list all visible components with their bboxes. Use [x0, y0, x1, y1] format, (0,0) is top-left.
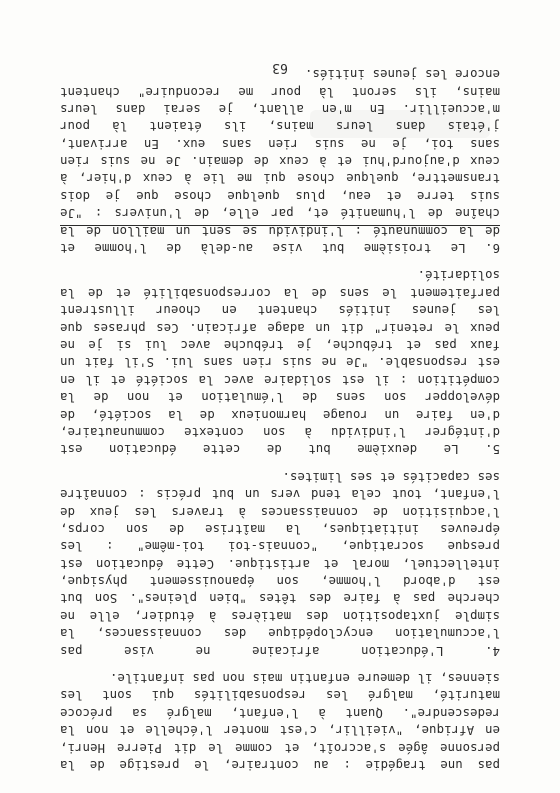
text-line: presque socratique, "connais-toi toi-même" : les [60, 539, 500, 554]
text-line: l'enfant, tout cela tend vers un but précis : connaître [60, 487, 500, 502]
text-line: simple juxtaposition des matières à étudier, elle ne [60, 608, 500, 623]
text-line: m'accueillir. En m'en allant, je serai dans leurs [60, 101, 500, 116]
text-line: compétition : il est solidaire avec la société et il en [60, 372, 500, 387]
body-text [60, 65, 500, 773]
text-line: suis terre et eau, plus quelque chose que je dois [60, 188, 500, 203]
text-line: est d'abord l'homme, son épanouissement physique, [60, 574, 500, 589]
text-line: l'accumulation encyclopédique des connaissances, la [60, 626, 500, 641]
text-line: solidarité. [417, 268, 500, 283]
text-line: de la communauté : l'individu se sent un maillon de la [60, 223, 500, 238]
text-line: en Afrique, "vieillir, c'est monter l'échelle et non la [60, 723, 500, 738]
text-line: encore les jeunes initiés. [304, 67, 500, 82]
text-line: ses capacités et ses limites. [282, 469, 500, 484]
paragraph-4 [60, 467, 500, 658]
text-line: parfaitement le sens de la corresponsabilité et de la [60, 285, 500, 300]
paragraph-5 [60, 266, 500, 457]
text-line: 6. Le troisième but vise au-delà de l'homme et [60, 241, 500, 256]
text-line: sans toi, je ne suis rien sans eux. En arrivant, [60, 136, 500, 151]
text-line: peux le retenir" dit un adage africain. Ces phrases que [60, 320, 500, 335]
text-line: pas une tragédie : au contraire, le prestige de la [60, 758, 500, 772]
text-line: est responsable. "Je ne suis rien sans lui. S'il fait un [60, 355, 500, 370]
intro-paragraph [60, 669, 500, 773]
text-line: 4. L'éducation africaine ne vise pas [60, 643, 500, 658]
text-line: intellectuel, moral et artistique. Cette éducation est [60, 556, 500, 571]
text-line: d'intégrer l'individu à son contexte communautaire, [60, 424, 500, 439]
page-number: 63 [272, 60, 288, 75]
text-line: d'en faire un rouage harmonieux de la société, de [60, 407, 500, 422]
text-line: 5. Le deuxième but de cette éducation est [60, 442, 500, 457]
text-line: maturité, malgré les responsabilités qui sont les [60, 688, 500, 703]
text-line: j'étais dans leurs mains, ils étaient là pour [60, 119, 500, 134]
text-line: les jeunes initiés chantent en choeur illustrent [60, 303, 500, 318]
text-line: ceux d'aujourd'hui et à ceux de demain. Je ne suis rien [60, 154, 500, 169]
text-line: l'acquisition de connaissances à travers les jeux de [60, 504, 500, 519]
text-line: mains, ils seront là pour me reconduire" chantent [60, 84, 500, 99]
text-line: transmettre, quelque chose qui me lie à ceux d'hier, à [60, 171, 500, 186]
text-line: faux pas et trébuche, je trébuche avec lui si je ne [60, 338, 500, 353]
text-line: développer son sens de l'émulation et non de la [60, 390, 500, 405]
text-line: personne âgée s'accroît, et comme le dit Pierre Henri, [60, 740, 500, 755]
text-line: redescendre". Quant à l'enfant, malgré sa précoce [60, 705, 500, 720]
paragraph-6 [60, 65, 500, 256]
text-line: chaîne de l'humanité et, par elle, de l'univers : "Je [60, 206, 500, 221]
text-line: siennes, il demeure enfantin mais non pas infantile. [109, 671, 500, 686]
text-line: cherche pas à faire des têtes "bien pleines". Son but [60, 591, 500, 606]
text-line: épreuves initiatiques, la maîtrise de son corps, [60, 521, 500, 536]
